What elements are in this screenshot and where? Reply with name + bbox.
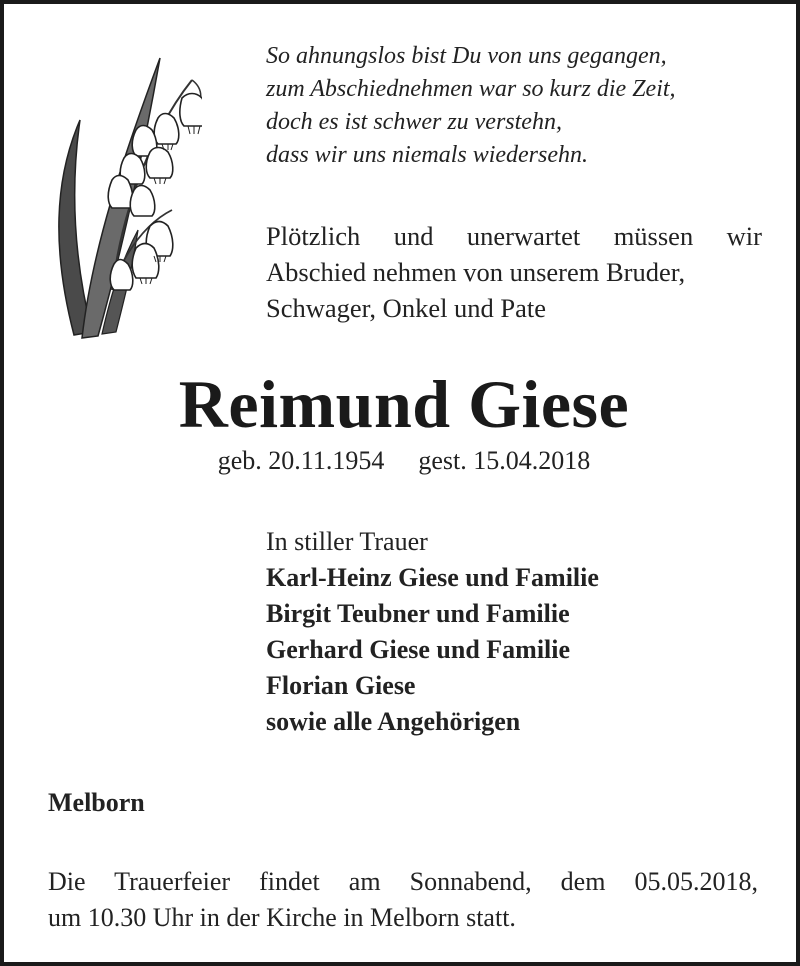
poem-line: dass wir uns niemals wiedersehn. — [266, 142, 589, 168]
poem-line: So ahnungslos bist Du von uns gegangen, — [266, 43, 667, 69]
mourner-name: Florian Giese — [266, 671, 416, 700]
intro-text — [266, 218, 762, 326]
life-dates — [4, 444, 800, 478]
poem — [266, 40, 676, 172]
service-info — [48, 864, 758, 936]
poem-line: zum Abschiednehmen war so kurz die Zeit, — [266, 76, 676, 102]
service-line: Die Trauerfeier findet am Sonnabend, dem 05.05.2018, — [48, 867, 758, 896]
birth-date: geb. 20.11.1954 — [217, 446, 385, 475]
place-name: Melborn — [48, 788, 145, 817]
intro-line: Abschied nehmen von unserem Bruder, — [266, 257, 686, 287]
lily-of-the-valley-icon — [52, 50, 202, 340]
mourners-heading: In stiller Trauer — [266, 527, 428, 556]
poem-line: doch es ist schwer zu verstehn, — [266, 109, 562, 135]
mourner-name: Birgit Teubner und Familie — [266, 599, 570, 628]
death-date: gest. 15.04.2018 — [418, 446, 591, 475]
intro-line: Plötzlich und unerwartet müssen wir — [266, 221, 762, 251]
mourner-name: Gerhard Giese und Familie — [266, 635, 571, 664]
mourner-name: sowie alle Angehörigen — [266, 707, 521, 736]
service-line: um 10.30 Uhr in der Kirche in Melborn statt. — [48, 903, 516, 932]
intro-line: Schwager, Onkel und Pate — [266, 293, 547, 323]
deceased-name: Reimund Giese — [178, 366, 630, 442]
mourner-name: Karl-Heinz Giese und Familie — [266, 563, 599, 592]
mourners-block — [266, 524, 599, 740]
